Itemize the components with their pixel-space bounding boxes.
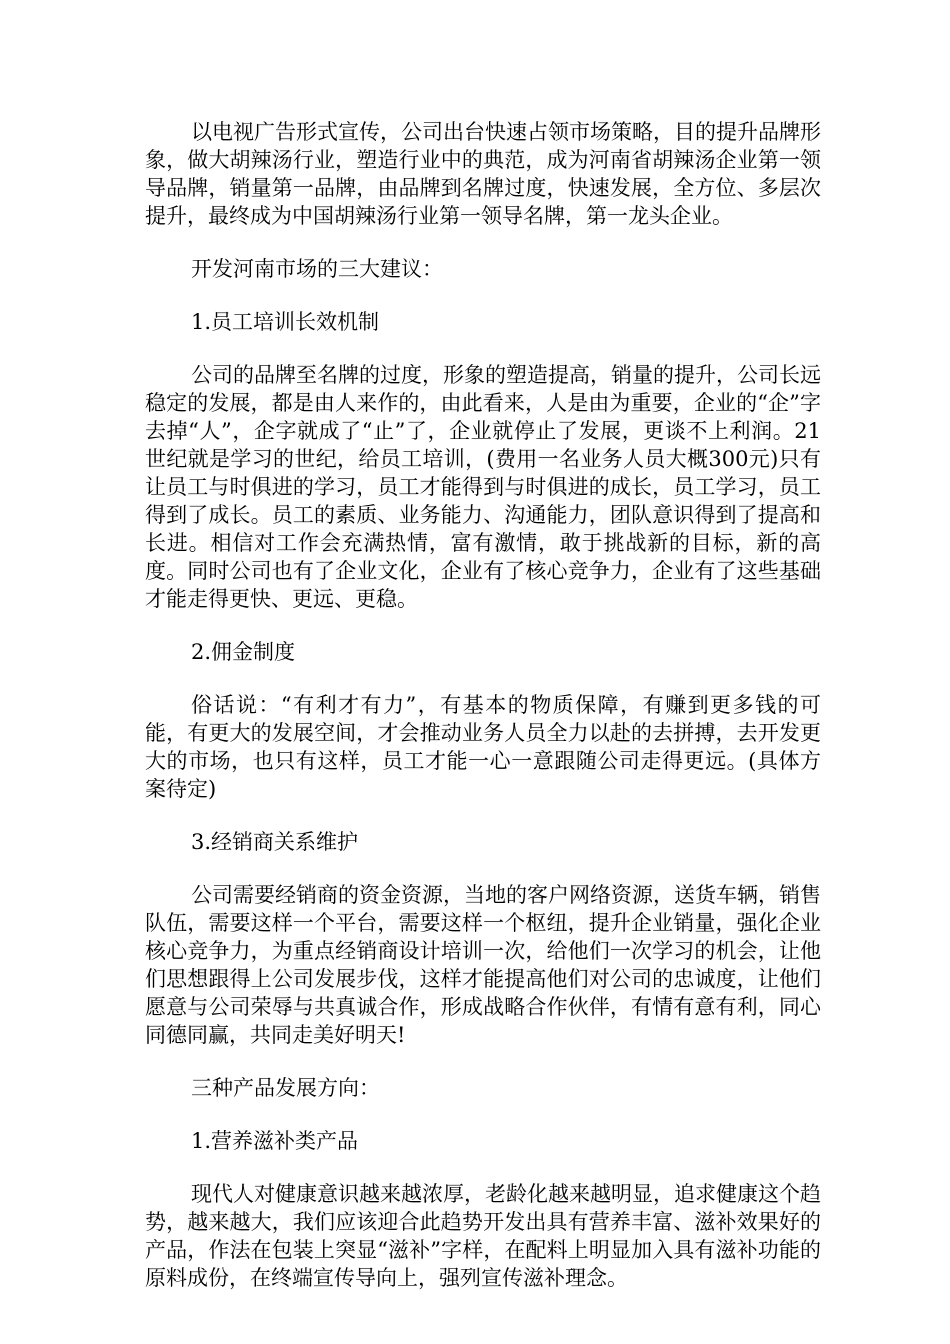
paragraph-employee-training: 公司的品牌至名牌的过度，形象的塑造提高，销量的提升，公司长远稳定的发展，都是由人来作的，由此看来，人是由为重要，企业的“企”字去掉“人”，企字就成了“止”了，企业就停止了发展，更谈不上利润。21世纪就是学习的世纪，给员工培训，(费用一名业务人员大概300元)只有让员工与时俱进的学习，员工才能得到与时俱进的成长，员工学习，员工得到了成长。员工的素质、业务能力、沟通能力，团队意识得到了提高和长进。相信对工作会充满热情，富有激情，敢于挑战新的目标，新的高度。同时公司也有了企业文化，企业有了核心竞争力，企业有了这些基础才能走得更快、更远、更稳。 xyxy=(145,363,821,611)
paragraph-nutrition-products: 现代人对健康意识越来越浓厚，老龄化越来越明显，追求健康这个趋势，越来越大，我们应该迎合此趋势开发出具有营养丰富、滋补效果好的产品，作法在包装上突显“滋补”字样，在配料上明显加入具有滋补功能的原料成份，在终端宣传导向上，强列宣传滋补理念。 xyxy=(145,1182,821,1290)
heading-employee-training: 1.员工培训长效机制 xyxy=(191,310,380,334)
paragraph-dealer-relations: 公司需要经销商的资金资源，当地的客户网络资源，送货车辆，销售队伍，需要这样一个平台，需要这样一个枢纽，提升企业销量，强化企业核心竞争力，为重点经销商设计培训一次，给他们一次学习的机会，让他们思想跟得上公司发展步伐，这样才能提高他们对公司的忠诚度，让他们愿意与公司荣辱与共真诚合作，形成战略合作伙伴，有情有意有利，同心同德同赢，共同走美好明天! xyxy=(145,883,821,1047)
document-page xyxy=(145,118,821,1317)
heading-product-directions: 三种产品发展方向： xyxy=(191,1076,380,1100)
heading-commission: 2.佣金制度 xyxy=(191,640,296,664)
heading-nutrition-products: 1.营养滋补类产品 xyxy=(191,1129,359,1153)
paragraph-commission: 俗话说：“有利才有力”，有基本的物质保障，有赚到更多钱的可能，有更大的发展空间，才会推动业务人员全力以赴的去拼搏，去开发更大的市场，也只有这样，员工才能一心一意跟随公司走得更远。(具体方案待定) xyxy=(145,693,821,801)
heading-three-suggestions: 开发河南市场的三大建议： xyxy=(191,257,443,281)
heading-dealer-relations: 3.经销商关系维护 xyxy=(191,830,359,854)
paragraph-strategy: 以电视广告形式宣传，公司出台快速占领市场策略，目的提升品牌形象，做大胡辣汤行业，塑造行业中的典范，成为河南省胡辣汤企业第一领导品牌，销量第一品牌，由品牌到名牌过度，快速发展，全方位、多层次提升，最终成为中国胡辣汤行业第一领导名牌，第一龙头企业。 xyxy=(145,120,821,228)
